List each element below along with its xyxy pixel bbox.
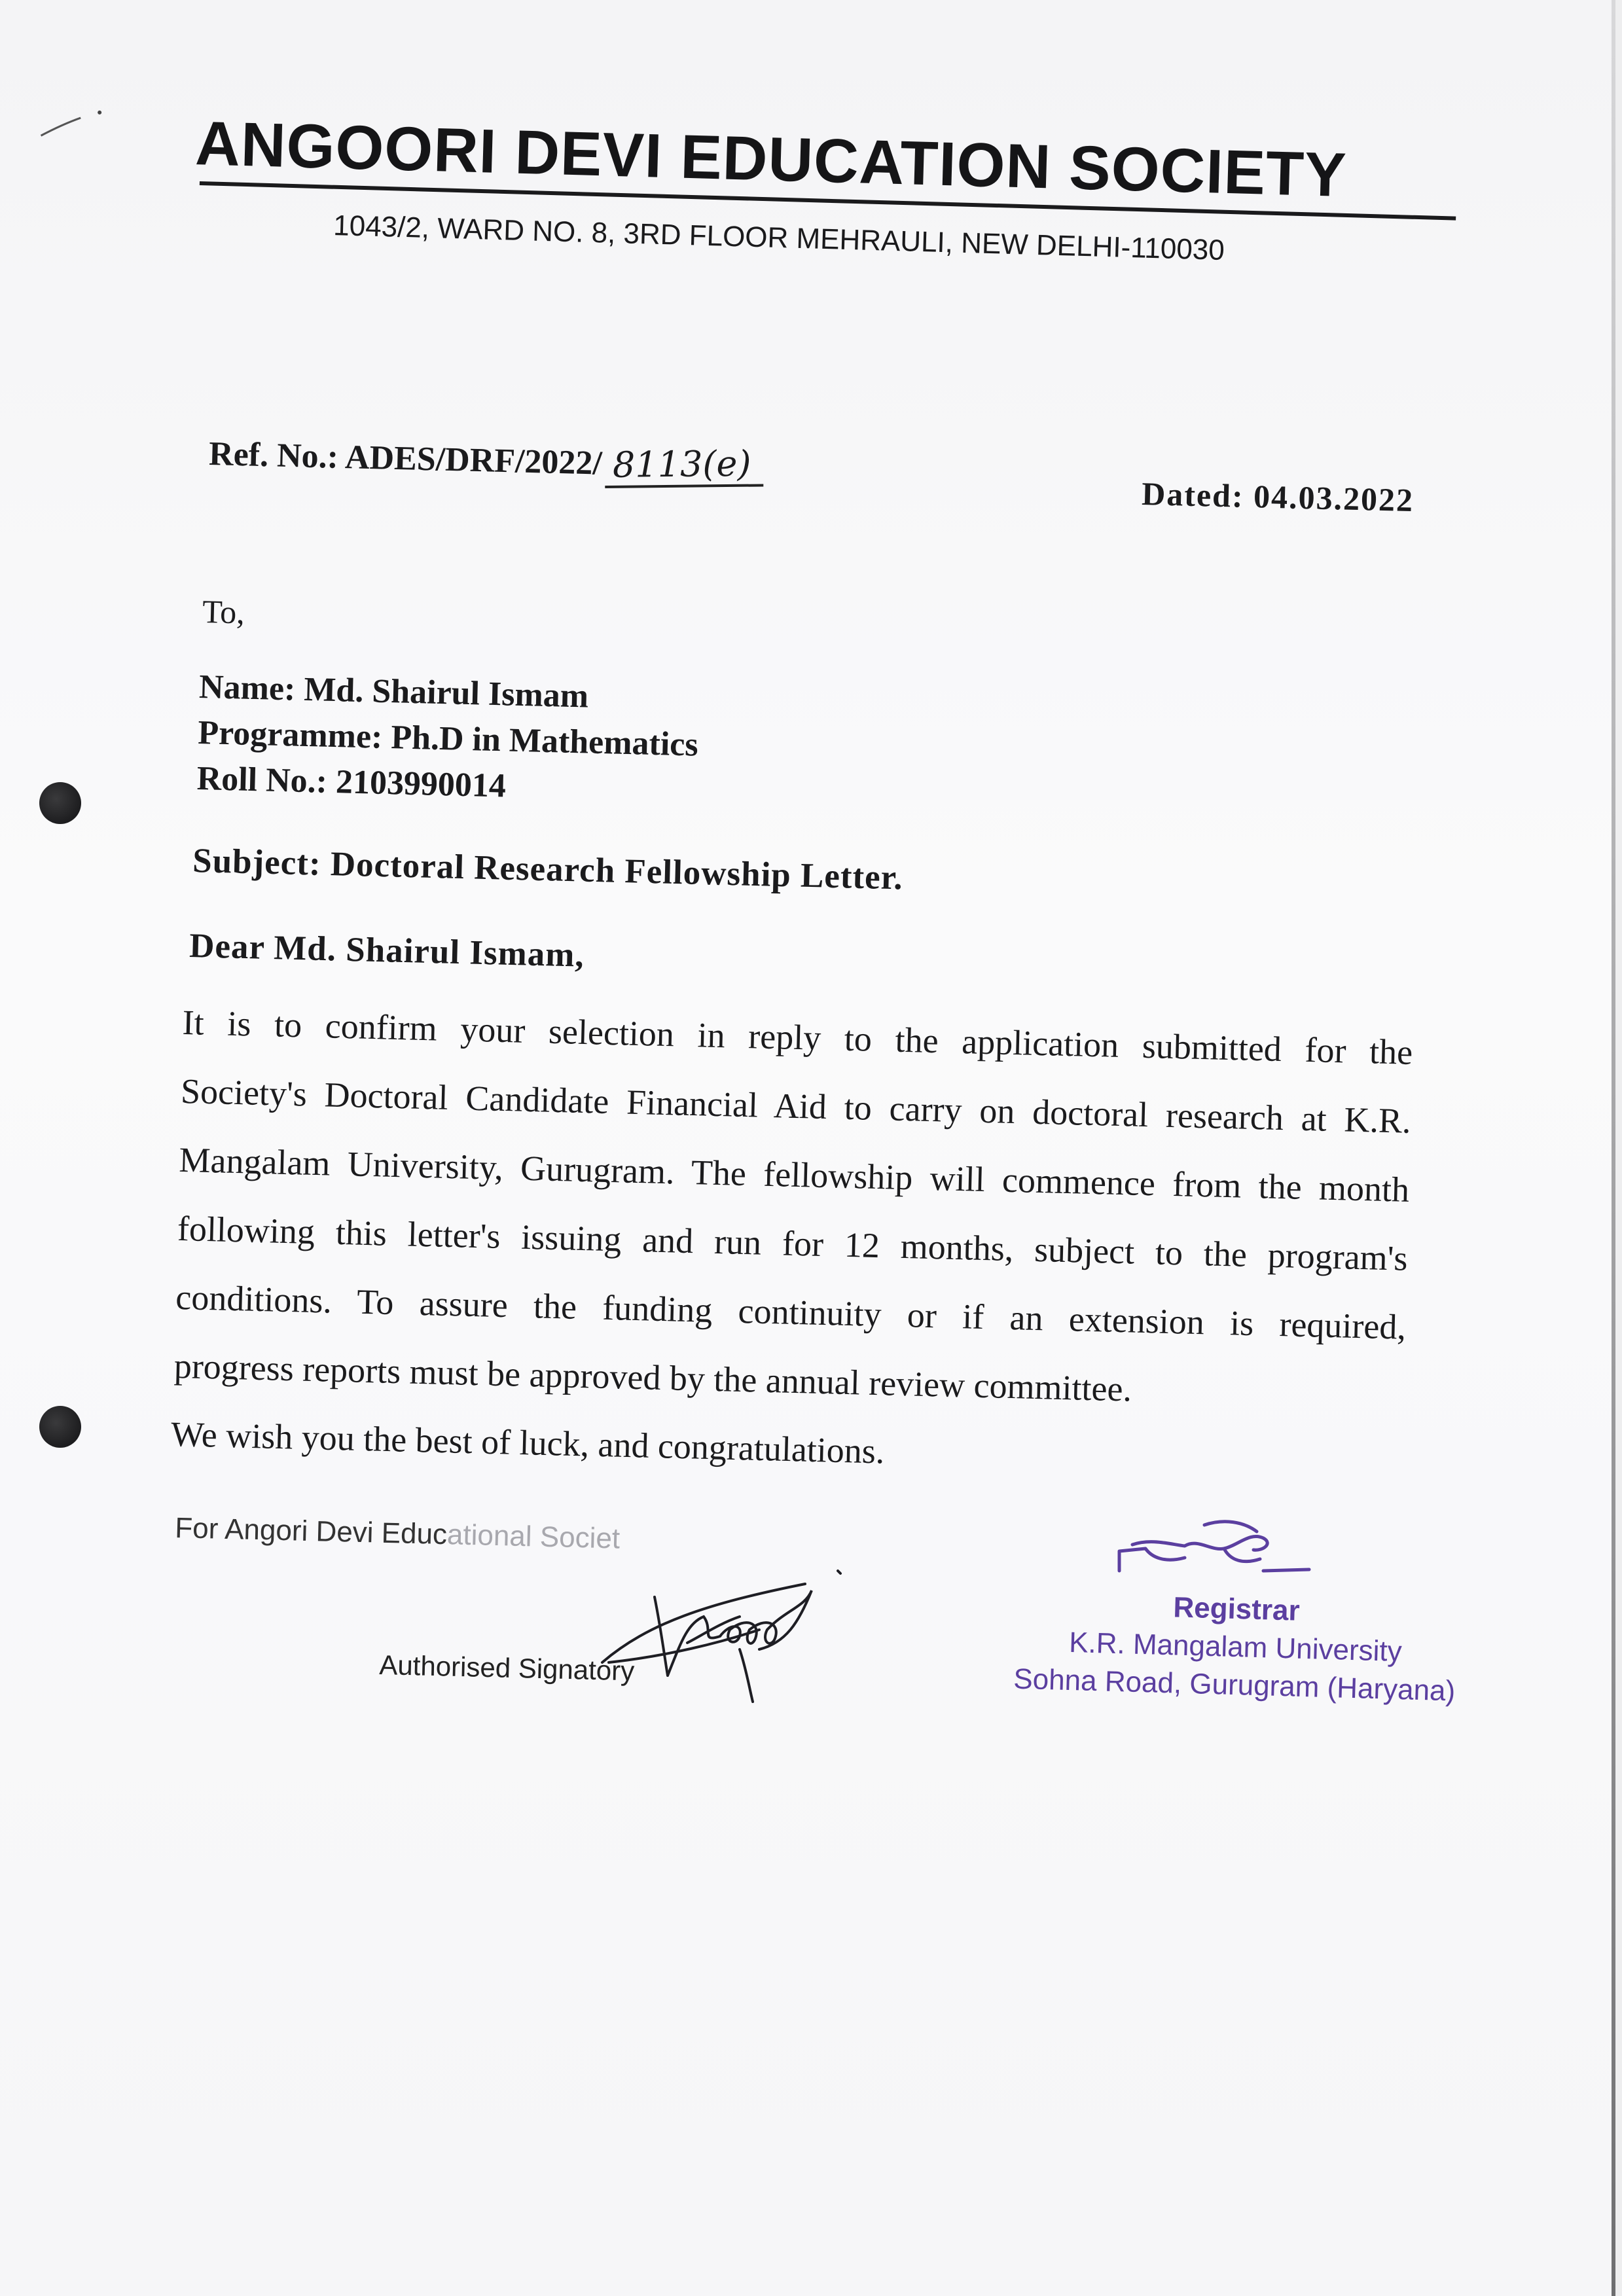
letter-date: Dated: 04.03.2022	[1141, 475, 1415, 519]
for-org-text: For Angori Devi Educ	[174, 1512, 448, 1551]
authorised-signatory-label: Authorised Signatory	[378, 1649, 635, 1687]
org-address: 1043/2, WARD NO. 8, 3RD FLOOR MEHRAULI, NEW DELHI-110030	[333, 209, 1225, 267]
body-line: progress reports must be approved by the annual review committee.	[173, 1346, 1132, 1409]
recipient-name: Name: Md. Shairul Ismam	[198, 668, 589, 715]
closing-line: We wish you the best of luck, and congratulations.	[170, 1414, 886, 1471]
reference-number	[208, 432, 763, 490]
reference-label: Ref. No.: ADES/DRF/2022/	[208, 435, 603, 482]
salutation: Dear Md. Shairul Ismam,	[189, 926, 585, 975]
page-edge	[1615, 0, 1622, 2296]
registrar-stamp	[998, 1584, 1473, 1711]
body-line: following this letter's issuing and run for 12 months, subject to the program's	[177, 1208, 1409, 1278]
subject-line: Subject: Doctoral Research Fellowship Letter.	[192, 841, 904, 897]
recipient-block	[196, 664, 700, 814]
registrar-address: Sohna Road, Gurugram (Haryana)	[1013, 1662, 1456, 1708]
letter-body	[173, 988, 1427, 1431]
for-org-faded-text: ational Societ	[446, 1518, 621, 1555]
org-name: ANGOORI DEVI EDUCATION SOCIETY	[194, 108, 1348, 211]
body-line: Mangalam University, Gurugram. The fellowship will commence from the month	[178, 1139, 1410, 1210]
registrar-title: Registrar	[1172, 1591, 1301, 1627]
reference-handwritten: 8113(e)	[604, 442, 763, 488]
punch-hole-top	[39, 782, 81, 824]
to-line: To,	[202, 592, 245, 631]
registrar-signature	[1106, 1505, 1316, 1597]
letterhead	[194, 108, 1460, 267]
punch-hole-bottom	[39, 1406, 81, 1448]
scan-mark	[35, 107, 109, 141]
page-edge-shadow	[1612, 0, 1615, 2296]
for-organisation	[175, 1512, 621, 1556]
recipient-roll-no: Roll No.: 2103990014	[196, 759, 507, 805]
registrar-university: K.R. Mangalam University	[1068, 1626, 1403, 1668]
body-line: It is to confirm your selection in reply to the application submitted for the	[181, 1002, 1413, 1072]
body-line: Society's Doctoral Candidate Financial Aid to carry on doctoral research at K.R.	[180, 1071, 1412, 1141]
body-line: conditions. To assure the funding continuity or if an extension is required,	[175, 1277, 1407, 1347]
recipient-programme: Programme: Ph.D in Mathematics	[197, 713, 699, 764]
